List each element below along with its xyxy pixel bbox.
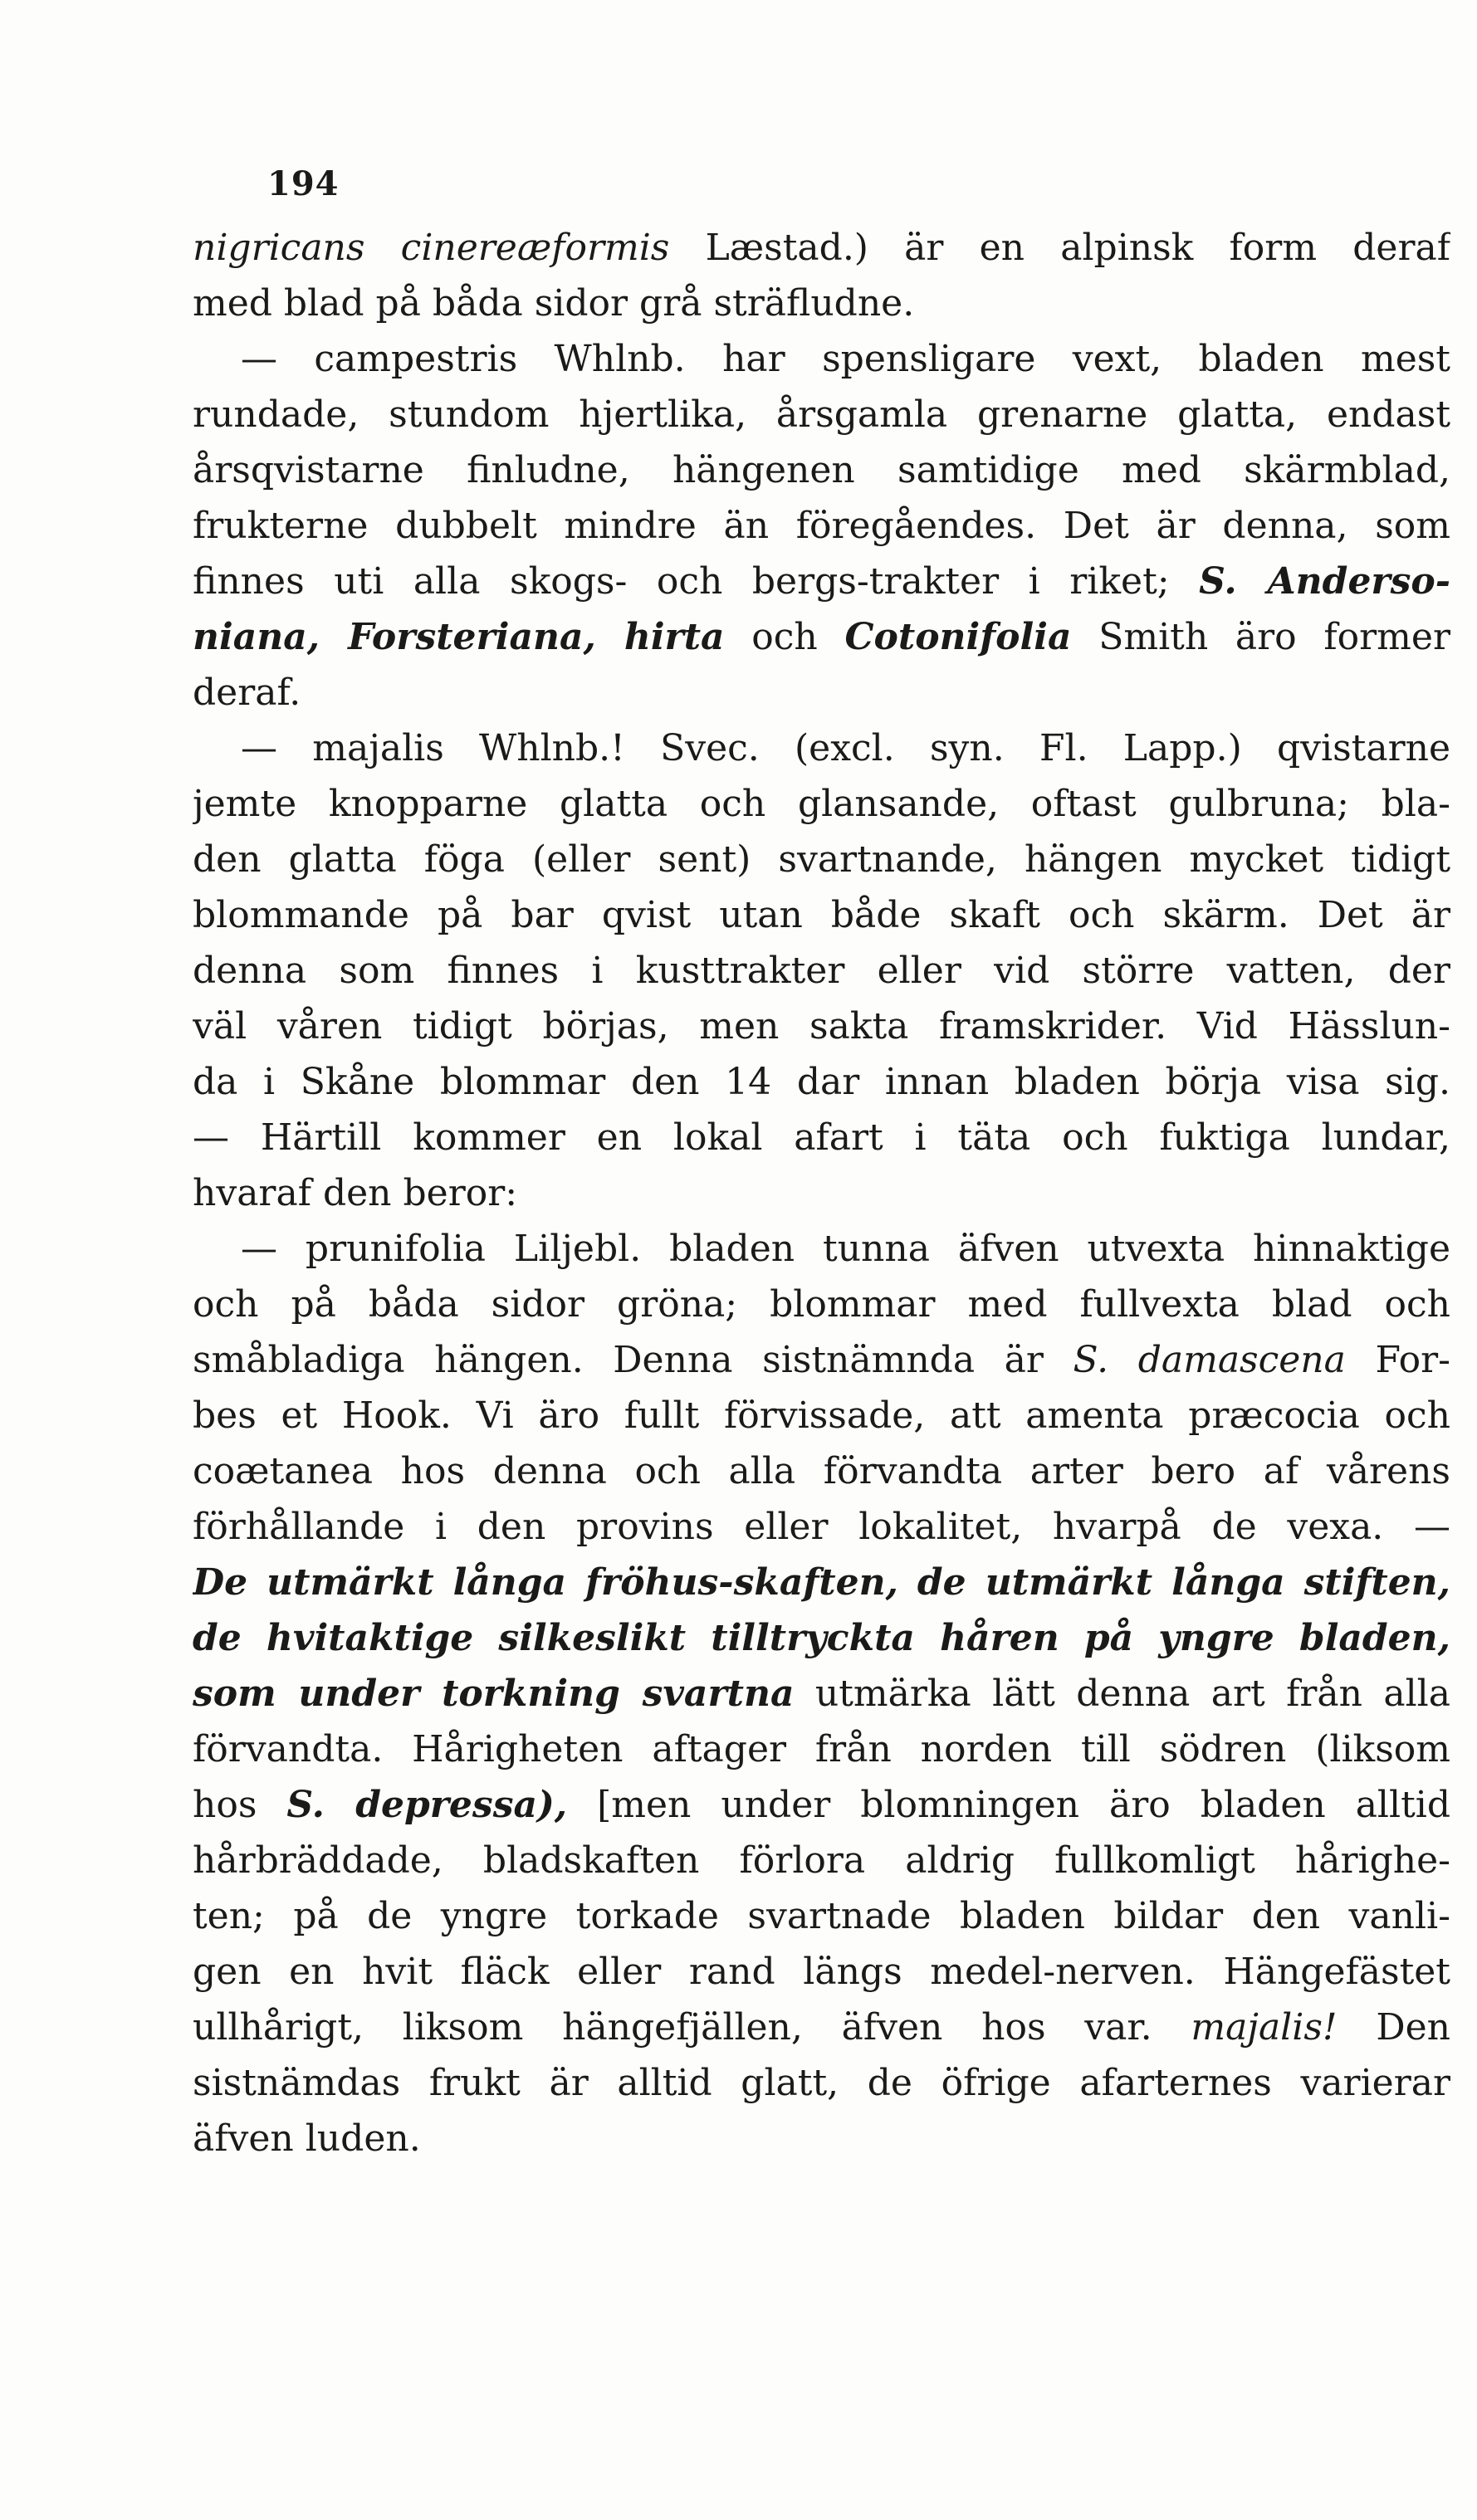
text-segment: småbladiga hängen. Denna sistnämnda är bbox=[193, 1339, 1074, 1381]
text-segment: och bbox=[724, 616, 845, 658]
text-line bbox=[193, 1443, 1450, 1499]
text-segment: äfven luden. bbox=[193, 2117, 421, 2160]
text-line bbox=[193, 776, 1450, 832]
text-line bbox=[193, 1722, 1450, 1777]
text-segment: [men under blomningen äro bladen alltid bbox=[567, 1784, 1450, 1826]
text-segment: ten; på de yngre torkade svartnade bladen bildar den vanli- bbox=[193, 1895, 1450, 1937]
text-segment: den glatta föga (eller sent) svartnande, hängen mycket tidigt bbox=[193, 838, 1450, 881]
text-line bbox=[193, 1888, 1450, 1944]
text-line bbox=[193, 1555, 1450, 1610]
text-segment: och på båda sidor gröna; blommar med fullvexta blad och bbox=[193, 1283, 1450, 1326]
text-line bbox=[193, 1054, 1450, 1110]
text-line bbox=[193, 1777, 1450, 1833]
bold-italic-text: S. depressa), bbox=[286, 1784, 568, 1826]
text-segment: hvaraf den beror: bbox=[193, 1172, 518, 1214]
bold-italic-text: Cotonifolia bbox=[844, 616, 1072, 658]
text-line bbox=[193, 2111, 1450, 2166]
text-line bbox=[193, 1666, 1450, 1722]
text-line bbox=[193, 832, 1450, 887]
text-line bbox=[193, 1110, 1450, 1165]
page-number: 194 bbox=[267, 164, 340, 203]
text-segment: hos bbox=[193, 1784, 287, 1826]
italic-text: S. damascena bbox=[1073, 1339, 1346, 1381]
text-segment: ullhårigt, liksom hängefjällen, äfven hos var. bbox=[193, 2006, 1191, 2049]
text-line bbox=[193, 1610, 1450, 1666]
text-segment: finnes uti alla skogs- och bergs-trakter i riket; bbox=[193, 560, 1200, 603]
text-line bbox=[193, 720, 1450, 776]
text-line bbox=[193, 554, 1450, 609]
text-segment: da i Skåne blommar den 14 dar innan bladen börja visa sig. bbox=[193, 1061, 1450, 1103]
text-segment: coætanea hos denna och alla förvandta arter bero af vårens bbox=[193, 1450, 1450, 1492]
text-segment: med blad på båda sidor grå sträfludne. bbox=[193, 282, 915, 325]
text-line bbox=[193, 1165, 1450, 1221]
text-segment: deraf. bbox=[193, 672, 301, 714]
text-segment: — prunifolia Liljebl. bladen tunna äfven utvexta hinnaktige bbox=[241, 1228, 1450, 1270]
text-line bbox=[193, 220, 1450, 276]
text-line bbox=[193, 1277, 1450, 1332]
text-segment: denna som finnes i kusttrakter eller vid större vatten, der bbox=[193, 950, 1450, 992]
text-line bbox=[193, 276, 1450, 331]
text-line bbox=[193, 609, 1450, 665]
text-line bbox=[193, 1944, 1450, 2000]
text-line bbox=[193, 1833, 1450, 1888]
bold-italic-text: de hvitaktige silkeslikt tilltryckta håren på yngre bladen, bbox=[193, 1617, 1450, 1659]
text-segment: sistnämdas frukt är alltid glatt, de öfrige afarternes varierar bbox=[193, 2062, 1450, 2104]
text-segment: blommande på bar qvist utan både skaft och skärm. Det är bbox=[193, 894, 1450, 936]
text-line bbox=[193, 498, 1450, 554]
text-line bbox=[193, 665, 1450, 720]
text-segment: — campestris Whlnb. har spensligare vext, bladen mest bbox=[241, 338, 1450, 380]
text-segment: förvandta. Hårigheten aftager från norden till södren (liksom bbox=[193, 1728, 1450, 1770]
text-line bbox=[193, 331, 1450, 387]
text-line bbox=[193, 2055, 1450, 2111]
text-line bbox=[193, 887, 1450, 943]
text-line bbox=[193, 2000, 1450, 2055]
text-line bbox=[193, 387, 1450, 442]
bold-italic-text: De utmärkt långa fröhus-skaften, de utmärkt långa stiften, bbox=[193, 1561, 1450, 1604]
italic-text: nigricans cinereæformis bbox=[193, 227, 670, 269]
text-segment: frukterne dubbelt mindre än föregåendes. Det är denna, som bbox=[193, 505, 1450, 547]
bold-italic-text: som under torkning svartna bbox=[193, 1673, 795, 1715]
text-segment: — Härtill kommer en lokal afart i täta och fuktiga lundar, bbox=[193, 1116, 1450, 1159]
bold-italic-text: niana, Forsteriana, hirta bbox=[193, 616, 725, 658]
text-segment: Smith äro former bbox=[1071, 616, 1450, 658]
text-segment: bes et Hook. Vi äro fullt förvissade, att amenta præcocia och bbox=[193, 1394, 1450, 1437]
text-segment: Den bbox=[1337, 2006, 1450, 2049]
bold-italic-text: S. Anderso- bbox=[1199, 560, 1450, 603]
text-segment: jemte knopparne glatta och glansande, oftast gulbruna; bla- bbox=[193, 783, 1450, 825]
text-segment: utmärka lätt denna art från alla bbox=[794, 1673, 1450, 1715]
text-line bbox=[193, 1332, 1450, 1388]
italic-text: majalis! bbox=[1191, 2006, 1338, 2049]
text-segment: hårbräddade, bladskaften förlora aldrig fullkomligt hårighe- bbox=[193, 1839, 1450, 1882]
text-segment: årsqvistarne finludne, hängenen samtidige med skärmblad, bbox=[193, 449, 1450, 491]
text-segment: gen en hvit fläck eller rand längs medel-nerven. Hängefästet bbox=[193, 1951, 1450, 1993]
text-segment: väl våren tidigt börjas, men sakta framskrider. Vid Hässlun- bbox=[193, 1005, 1450, 1048]
text-line bbox=[193, 1499, 1450, 1555]
text-segment: Læstad.) är en alpinsk form deraf bbox=[669, 227, 1450, 269]
text-line bbox=[193, 1221, 1450, 1277]
text-line bbox=[193, 999, 1450, 1054]
body-text bbox=[193, 220, 1450, 2166]
text-line bbox=[193, 442, 1450, 498]
text-segment: förhållande i den provins eller lokalitet, hvarpå de vexa. — bbox=[193, 1506, 1450, 1548]
text-line bbox=[193, 1388, 1450, 1443]
text-segment: For- bbox=[1345, 1339, 1450, 1381]
text-segment: — majalis Whlnb.! Svec. (excl. syn. Fl. Lapp.) qvistarne bbox=[241, 727, 1450, 769]
text-line bbox=[193, 943, 1450, 999]
text-segment: rundade, stundom hjertlika, årsgamla grenarne glatta, endast bbox=[193, 393, 1450, 436]
